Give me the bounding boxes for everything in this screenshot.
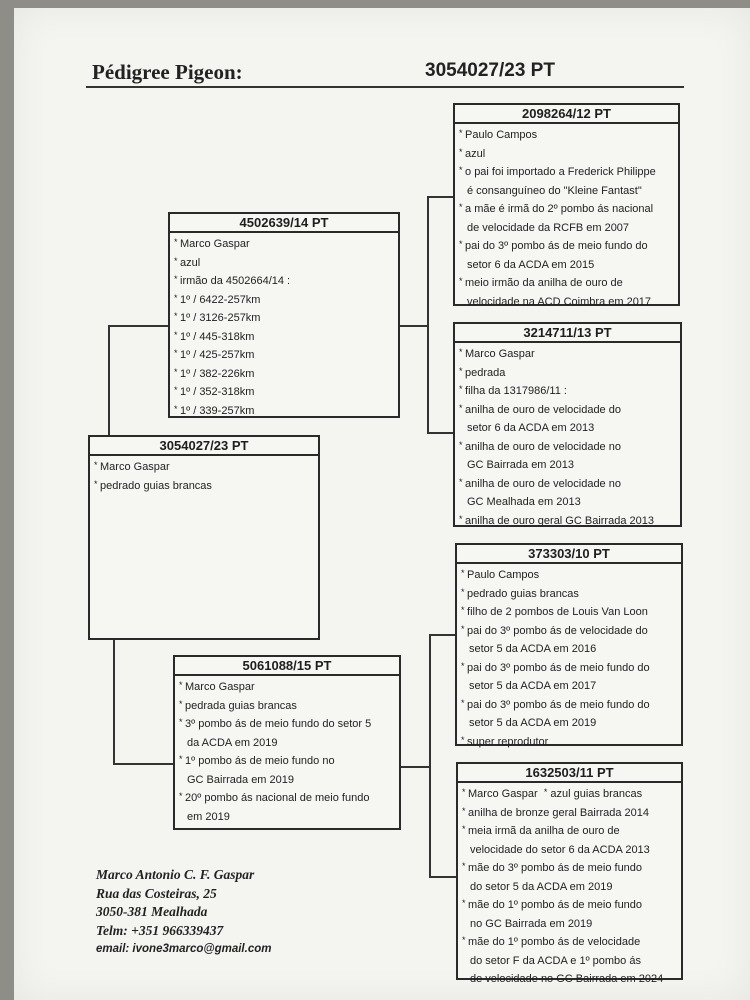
dam-line: * pedrada guias brancas <box>179 697 399 716</box>
sire-sire-line: * meio irmão da anilha de ouro de <box>459 274 678 293</box>
sire-dam-line: * anilha de ouro de velocidade no <box>459 475 680 494</box>
dam-line: * 3º pombo ás de meio fundo do setor 5 <box>179 715 399 734</box>
dam-dam-line: * meia irmã da anilha de ouro de <box>462 822 681 841</box>
sire-line: * Marco Gaspar <box>174 235 398 254</box>
sire-dam-line: GC Bairrada em 2013 <box>467 459 574 471</box>
sire-sire-line: * Paulo Campos <box>459 126 678 145</box>
subject-ring-number: 3054027/23 PT <box>90 437 318 456</box>
sire-ring-number: 4502639/14 PT <box>170 214 398 233</box>
sire-sire-pedigree-box <box>453 103 680 306</box>
sire-dam-line: GC Mealhada em 2013 <box>467 496 581 508</box>
sire-sire-line: velocidade na ACD Coimbra em 2017 <box>467 295 652 308</box>
contact-phone: Telm: +351 966339437 <box>96 922 224 938</box>
sire-line: * azul <box>174 254 398 273</box>
dam-pedigree-box <box>173 655 401 830</box>
dam-sire-line: * super reprodutor <box>461 733 681 752</box>
sire-line: * 1º / 425-257km <box>174 346 398 365</box>
dam-dam-line: de velocidade no GC Bairrada em 2024 <box>470 973 664 985</box>
dam-dam-line: * mãe do 3º pombo ás de meio fundo <box>462 859 681 878</box>
dam-sire-ring-number: 373303/10 PT <box>457 545 681 564</box>
dam-sire-line: * pedrado guias brancas <box>461 585 681 604</box>
dam-dam-color: azul guias brancas <box>550 788 643 800</box>
connector-subject-sire-vertical <box>108 325 110 437</box>
sire-sire-line: de velocidade da RCFB em 2007 <box>467 221 630 234</box>
dam-sire-line: setor 5 da ACDA em 2019 <box>469 717 597 729</box>
dam-sire-pedigree-box <box>455 543 683 746</box>
sire-sire-line: setor 6 da ACDA em 2015 <box>467 258 595 271</box>
dam-sire-line: * pai do 3º pombo ás de velocidade do <box>461 622 681 641</box>
dam-dam-pedigree-box <box>456 762 683 985</box>
sire-sire-ring-number: 2098264/12 PT <box>455 105 678 124</box>
dam-dam-line: velocidade do setor 6 da ACDA 2013 <box>470 843 650 856</box>
dam-dam-line: do setor 5 da ACDA em 2019 <box>470 880 613 893</box>
sire-line: * 1º / 382-226km <box>174 365 398 384</box>
subject-line: * pedrado guias brancas <box>94 477 318 496</box>
connector-sire-to-sire-dam <box>427 432 455 434</box>
sire-line: * irmão da 4502664/14 : <box>174 272 398 291</box>
sire-dam-line: * anilha de ouro de velocidade do <box>459 401 680 420</box>
dam-sire-line: setor 5 da ACDA em 2016 <box>469 643 597 655</box>
dam-line: da ACDA em 2019 <box>187 736 278 749</box>
dam-line: em 2019 <box>187 810 230 823</box>
dam-sire-line: * Paulo Campos <box>461 566 681 585</box>
sire-sire-line: * o pai foi importado a Frederick Philippe <box>459 163 678 182</box>
dam-line: * Marco Gaspar <box>179 678 399 697</box>
dam-line: * 1º pombo ás de meio fundo no <box>179 752 399 771</box>
sire-pedigree-box <box>168 212 400 418</box>
connector-dam-to-dam-sire <box>429 634 457 636</box>
sire-line: * 1º / 352-318km <box>174 383 398 402</box>
sire-dam-line: setor 6 da ACDA em 2013 <box>467 422 595 434</box>
connector-subject-dam-vertical <box>113 638 115 764</box>
page-title: Pédigree Pigeon: <box>92 60 243 84</box>
header-ring-number: 3054027/23 PT <box>425 60 555 81</box>
dam-ring-number: 5061088/15 PT <box>175 657 399 676</box>
connector-dam-to-dam-dam <box>429 876 457 878</box>
dam-dam-ring-number: 1632503/11 PT <box>458 764 681 783</box>
dam-dam-line: * mãe do 1º pombo ás de velocidade <box>462 933 681 952</box>
dam-sire-line: * pai do 3º pombo ás de meio fundo do <box>461 696 681 715</box>
dam-dam-line: no GC Bairrada em 2019 <box>470 917 593 930</box>
sire-sire-line: * azul <box>459 145 678 164</box>
sire-dam-ring-number: 3214711/13 PT <box>455 324 680 343</box>
dam-line: GC Bairrada em 2019 <box>187 773 294 786</box>
header-divider <box>86 86 684 88</box>
dam-line: * 20º pombo ás nacional de meio fundo <box>179 789 399 808</box>
contact-email: email: ivone3marco@gmail.com <box>96 943 272 955</box>
sire-line: * 1º / 339-257km <box>174 402 398 421</box>
dam-dam-line: * anilha de bronze geral Bairrada 2014 <box>462 804 681 823</box>
connector-sire-stem <box>398 325 428 327</box>
dam-sire-line: * pai do 3º pombo ás de meio fundo do <box>461 659 681 678</box>
subject-pedigree-box <box>88 435 320 640</box>
contact-block <box>96 866 271 957</box>
connector-sire-vertical <box>427 196 429 433</box>
contact-name: Marco Antonio C. F. Gaspar <box>96 867 255 882</box>
sire-dam-line: * anilha de ouro geral GC Bairrada 2013 <box>459 512 680 531</box>
sire-dam-line: * filha da 1317986/11 : <box>459 382 680 401</box>
dam-dam-line: * mãe do 1º pombo ás de meio fundo <box>462 896 681 915</box>
sire-line: * 1º / 445-318km <box>174 328 398 347</box>
contact-city: 3050-381 Mealhada <box>96 904 208 919</box>
sire-sire-line: * a mãe é irmã do 2º pombo ás nacional <box>459 200 678 219</box>
connector-subject-dam-horizontal <box>113 763 175 765</box>
sire-dam-line: * pedrada <box>459 364 680 383</box>
sire-dam-pedigree-box <box>453 322 682 527</box>
dam-dam-owner: Marco Gaspar <box>468 788 538 800</box>
connector-dam-stem <box>399 766 430 768</box>
subject-line: * Marco Gaspar <box>94 458 318 477</box>
dam-dam-line: * Marco Gaspar * azul guias brancas <box>462 785 681 804</box>
contact-street: Rua das Costeiras, 25 <box>96 885 217 901</box>
dam-sire-line: setor 5 da ACDA em 2017 <box>469 680 597 692</box>
sire-sire-line: * pai do 3º pombo ás de meio fundo do <box>459 237 678 256</box>
connector-dam-vertical <box>429 634 431 877</box>
connector-subject-sire-horizontal <box>108 325 170 327</box>
sire-line: * 1º / 3126-257km <box>174 309 398 328</box>
dam-dam-line: do setor F da ACDA e 1º pombo ás <box>470 954 641 967</box>
sire-sire-line: é consanguíneo do "Kleine Fantast" <box>467 184 642 197</box>
sire-dam-line: * anilha de ouro de velocidade no <box>459 438 680 457</box>
dam-sire-line: * filho de 2 pombos de Louis Van Loon <box>461 603 681 622</box>
connector-sire-to-sire-sire <box>427 196 455 198</box>
sire-line: * 1º / 6422-257km <box>174 291 398 310</box>
sire-dam-line: * Marco Gaspar <box>459 345 680 364</box>
